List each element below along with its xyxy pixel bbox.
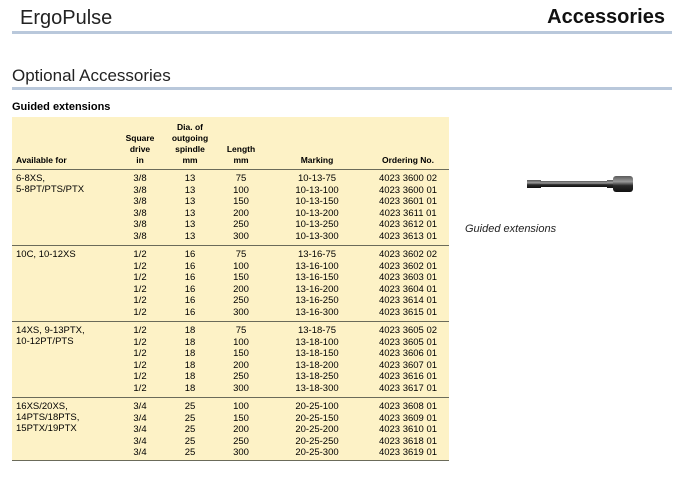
cell-length: 75 [235, 325, 247, 336]
cell-marking: 13-18-75 [297, 325, 337, 336]
table-row [12, 272, 449, 284]
cell-marking: 13-18-300 [295, 382, 339, 394]
cell-length: 200 [233, 424, 249, 435]
cell-ordering: 4023 3611 01 [379, 207, 437, 219]
cell-drive: 1/2 [133, 382, 147, 394]
cell-ordering: 4023 3605 02 [378, 325, 438, 336]
cell-marking: 10-13-150 [295, 196, 339, 207]
cell-length: 300 [233, 447, 249, 458]
cell-dia: 13 [184, 219, 196, 230]
cell-drive: 3/8 [133, 196, 147, 207]
col-available-for: Available for [16, 155, 67, 165]
cell-dia: 16 [184, 306, 196, 318]
cell-marking: 10-13-200 [295, 207, 339, 219]
cell-drive: 1/2 [133, 260, 147, 272]
table-row [12, 383, 449, 395]
cell-drive: 1/2 [133, 325, 147, 336]
cell-ordering: 4023 3600 02 [378, 173, 438, 184]
cell-length: 300 [233, 306, 249, 318]
table-row [12, 219, 449, 231]
table-row [12, 360, 449, 372]
table-row [12, 284, 449, 296]
cell-marking: 13-18-100 [295, 336, 339, 348]
cell-dia: 13 [184, 184, 196, 196]
cell-ordering: 4023 3609 01 [378, 412, 438, 424]
cell-marking: 10-13-250 [295, 219, 339, 230]
cell-marking: 10-13-300 [295, 230, 339, 242]
cell-dia: 18 [184, 382, 196, 394]
cell-drive: 1/2 [133, 359, 147, 371]
cell-ordering: 4023 3612 01 [378, 219, 438, 230]
cell-length: 150 [233, 412, 249, 424]
available-for-cell: 10C, 10-12XS [16, 249, 76, 260]
cell-ordering: 4023 3603 01 [378, 272, 438, 283]
header-divider [12, 31, 672, 34]
table-row [12, 185, 449, 197]
cell-marking: 13-18-200 [295, 359, 339, 371]
table-row [12, 436, 449, 448]
cell-ordering: 4023 3602 01 [378, 260, 438, 272]
table-row [12, 424, 449, 436]
cell-length: 300 [233, 382, 249, 394]
col-spindle-dia: Dia. of outgoing spindle mm [171, 122, 209, 165]
col-square-drive: Square drive in [125, 133, 155, 165]
cell-marking: 20-25-100 [295, 401, 339, 412]
cell-ordering: 4023 3615 01 [378, 306, 438, 318]
image-caption: Guided extensions [465, 223, 557, 235]
cell-dia: 16 [184, 249, 196, 260]
cell-drive: 1/2 [133, 371, 147, 382]
cell-dia: 18 [184, 348, 196, 359]
cell-length: 250 [233, 371, 249, 382]
cell-drive: 3/8 [133, 230, 147, 242]
cell-drive: 1/2 [133, 272, 147, 283]
table-subtitle: Guided extensions [12, 101, 111, 113]
cell-marking: 20-25-300 [295, 447, 339, 458]
cell-marking: 10-13-100 [295, 184, 339, 196]
cell-dia: 13 [184, 196, 196, 207]
cell-ordering: 4023 3608 01 [378, 401, 438, 412]
cell-drive: 3/4 [133, 412, 147, 424]
table-row [12, 231, 449, 243]
cell-ordering: 4023 3605 01 [378, 336, 438, 348]
cell-drive: 3/4 [133, 447, 147, 458]
table-header [12, 117, 449, 170]
cell-ordering: 4023 3619 01 [378, 447, 438, 458]
table-row [12, 249, 449, 261]
table-row [12, 447, 449, 459]
cell-marking: 13-16-300 [295, 306, 339, 318]
table-row [12, 413, 449, 425]
cell-marking: 10-13-75 [297, 173, 337, 184]
cell-marking: 13-18-150 [295, 348, 339, 359]
cell-dia: 16 [184, 295, 196, 306]
cell-drive: 3/4 [133, 424, 147, 435]
cell-drive: 1/2 [133, 348, 147, 359]
cell-marking: 13-16-100 [295, 260, 339, 272]
cell-dia: 25 [184, 424, 196, 435]
cell-length: 250 [233, 295, 249, 306]
cell-length: 150 [233, 348, 249, 359]
cell-length: 300 [233, 230, 249, 242]
cell-ordering: 4023 3610 01 [378, 424, 438, 435]
cell-dia: 18 [184, 325, 196, 336]
cell-length: 200 [233, 359, 249, 371]
table-row [12, 337, 449, 349]
cell-length: 100 [233, 401, 249, 412]
cell-length: 75 [235, 173, 247, 184]
cell-dia: 16 [184, 272, 196, 283]
table-row [12, 325, 449, 337]
extensions-table [12, 117, 449, 461]
cell-marking: 13-16-200 [295, 283, 339, 295]
table-group [12, 398, 449, 462]
cell-dia: 18 [184, 371, 196, 382]
cell-ordering: 4023 3616 01 [378, 371, 438, 382]
cell-drive: 1/2 [133, 283, 147, 295]
cell-dia: 13 [184, 207, 196, 219]
cell-length: 150 [233, 196, 249, 207]
table-row [12, 307, 449, 319]
col-length: Length mm [226, 144, 256, 165]
cell-drive: 1/2 [133, 249, 147, 260]
cell-ordering: 4023 3618 01 [378, 435, 438, 447]
cell-length: 100 [233, 184, 249, 196]
table-row [12, 208, 449, 220]
cell-ordering: 4023 3613 01 [378, 230, 438, 242]
cell-length: 75 [235, 249, 247, 260]
cell-marking: 20-25-150 [295, 412, 339, 424]
cell-marking: 13-16-75 [297, 249, 337, 260]
cell-dia: 25 [184, 435, 196, 447]
table-row [12, 371, 449, 383]
cell-drive: 3/8 [133, 219, 147, 230]
cell-drive: 3/4 [133, 435, 147, 447]
cell-drive: 3/8 [133, 173, 147, 184]
cell-marking: 20-25-200 [295, 424, 339, 435]
cell-dia: 16 [184, 283, 196, 295]
cell-ordering: 4023 3617 01 [378, 382, 438, 394]
cell-ordering: 4023 3602 02 [378, 249, 438, 260]
cell-dia: 18 [184, 359, 196, 371]
cell-ordering: 4023 3600 01 [378, 184, 438, 196]
col-ordering-no: Ordering No. [382, 155, 434, 165]
cell-drive: 1/2 [133, 306, 147, 318]
cell-length: 200 [233, 207, 249, 219]
cell-dia: 25 [184, 447, 196, 458]
cell-dia: 18 [184, 336, 196, 348]
cell-length: 200 [233, 283, 249, 295]
cell-drive: 3/8 [133, 207, 147, 219]
cell-marking: 20-25-250 [295, 435, 339, 447]
cell-length: 100 [233, 336, 249, 348]
cell-drive: 3/4 [133, 401, 147, 412]
cell-ordering: 4023 3614 01 [378, 295, 438, 306]
table-row [12, 348, 449, 360]
cell-ordering: 4023 3601 01 [378, 196, 438, 207]
available-for-cell: 6-8XS, 5-8PT/PTS/PTX [16, 173, 85, 195]
available-for-cell: 16XS/20XS, 14PTS/18PTS, 15PTX/19PTX [16, 401, 80, 434]
cell-drive: 1/2 [133, 295, 147, 306]
title-divider [12, 87, 672, 90]
page-title: Optional Accessories [12, 66, 171, 85]
cell-marking: 13-16-150 [295, 272, 339, 283]
cell-dia: 25 [184, 412, 196, 424]
cell-marking: 13-16-250 [295, 295, 339, 306]
section-title-header: Accessories [547, 6, 665, 28]
cell-ordering: 4023 3604 01 [378, 283, 438, 295]
cell-length: 150 [233, 272, 249, 283]
extension-bar-icon [527, 175, 633, 193]
cell-length: 250 [233, 219, 249, 230]
cell-ordering: 4023 3606 01 [378, 348, 438, 359]
table-row [12, 401, 449, 413]
table-row [12, 196, 449, 208]
cell-drive: 3/8 [133, 184, 147, 196]
brand-title: ErgoPulse [20, 7, 113, 29]
table-row [12, 295, 449, 307]
cell-length: 250 [233, 435, 249, 447]
cell-dia: 25 [184, 401, 196, 412]
cell-dia: 16 [184, 260, 196, 272]
cell-dia: 13 [184, 230, 196, 242]
cell-ordering: 4023 3607 01 [378, 359, 438, 371]
table-group [12, 170, 449, 246]
col-marking: Marking [300, 155, 334, 165]
cell-length: 100 [233, 260, 249, 272]
table-group [12, 246, 449, 322]
table-row [12, 261, 449, 273]
table-row [12, 173, 449, 185]
cell-drive: 1/2 [133, 336, 147, 348]
cell-marking: 13-18-250 [295, 371, 339, 382]
available-for-cell: 14XS, 9-13PTX, 10-12PT/PTS [16, 325, 85, 347]
cell-dia: 13 [184, 173, 196, 184]
table-group [12, 322, 449, 398]
